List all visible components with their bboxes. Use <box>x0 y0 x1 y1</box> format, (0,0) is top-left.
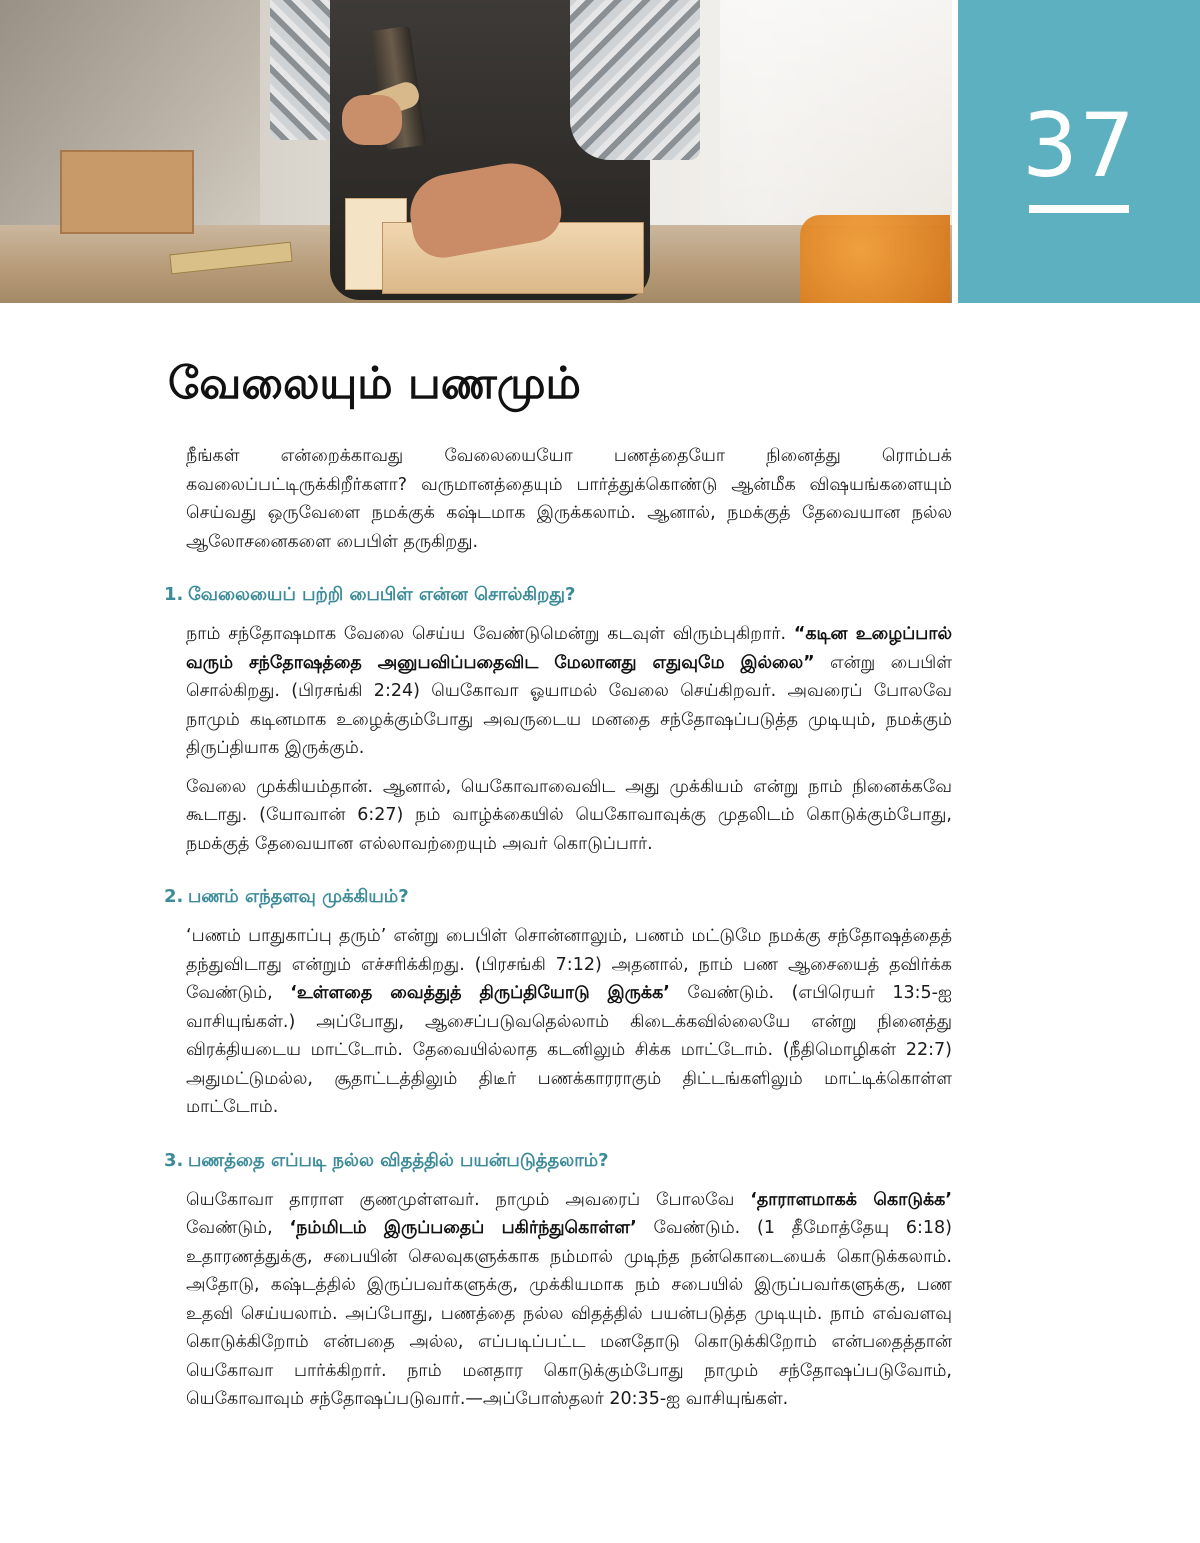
page-title: வேலையும் பணமும் <box>168 358 581 409</box>
section-3-paragraph-1 <box>186 1186 952 1414</box>
quote-text: ‘நம்மிடம் இருப்பதைப் பகிர்ந்துகொள்ள’ <box>289 1218 637 1238</box>
section-question: வேலையைப் பற்றி பைபிள் என்ன சொல்கிறது? <box>188 584 576 605</box>
section-number: 1. <box>164 584 184 605</box>
section-question: பணத்தை எப்படி நல்ல விதத்தில் பயன்படுத்தலாம்? <box>188 1149 609 1171</box>
text-run: என்று பைபிள் சொல்கிறது. (பிரசங்கி 2:24) யெகோவா ஓயாமல் வேலை செய்கிறவர். அவரைப் போலவே நாமும் கடினமாக உழைக்கும்போது அவருடைய மனதை சந்தோஷப்படுத்த முடியும், நமக்கும் திருப்தியாக இருக்கும். <box>186 652 953 758</box>
text-run: நாம் சந்தோஷமாக வேலை செய்ய வேண்டுமென்று கடவுள் விரும்புகிறார். <box>186 624 794 644</box>
text-run: வேண்டும். (எபிரெயர் 13:5-ஐ வாசியுங்கள்.) அப்போது, ஆசைப்படுவதெல்லாம் கிடைக்கவில்லையே என்று நினைத்து விரக்தியடைய மாட்டோம். தேவையில்லாத கடனிலும் சிக்க மாட்டோம். (நீதிமொழிகள் 22:7) அதுமட்டுமல்ல, சூதாட்டத்திலும் திடீர் பணக்காரராகும் திட்டங்களிலும் மாட்டிக்கொள்ள மாட்டோம். <box>186 983 952 1117</box>
quote-text: “கடின உழைப்பால் வரும் சந்தோஷத்தை அனுபவிப்பதைவிட மேலானது எதுவுமே இல்லை” <box>186 624 952 673</box>
intro-paragraph: நீங்கள் என்றைக்காவது வேலையையோ பணத்தையோ நினைத்து ரொம்பக் கவலைப்பட்டிருக்கிறீர்களா? வருமானத்தையும் பார்த்துக்கொண்டு ஆன்மீக விஷயங்களையும் செய்வது ஒருவேளை நமக்குக் கஷ்டமாக இருக்கலாம். ஆனால், நமக்குத் தேவையான நல்ல ஆலோசனைகளை பைபிள் தருகிறது. <box>186 446 952 552</box>
chapter-number: 37 <box>1022 94 1136 197</box>
text-run: வேண்டும், <box>186 1218 290 1238</box>
section-1-paragraph-1 <box>186 620 952 763</box>
section-heading-2 <box>164 884 952 910</box>
section-number: 3. <box>164 1149 184 1171</box>
text-run: வேண்டும். (1 தீமோத்தேயு 6:18) உதாரணத்துக்கு, சபையின் செலவுகளுக்காக நம்மால் முடிந்த நன்கொடையைக் கொடுக்கலாம். அதோடு, கஷ்டத்தில் இருப்பவர்களுக்கு, முக்கியமாக நம் சபையில் இருப்பவர்களுக்கு, பண உதவி செய்யலாம். அப்போது, பணத்தை நல்ல விதத்தில் பயன்படுத்த முடியும். நாம் எவ்வளவு கொடுக்கிறோம் என்பதை அல்ல, எப்படிப்பட்ட மனதோடு கொடுக்கிறோம் என்பதைத்தான் யெகோவா பார்க்கிறார். நாம் மனதார கொடுக்கும்போது நாமும் சந்தோஷப்படுவோம், யெகோவாவும் சந்தோஷப்படுவார்.—அப்போஸ்தலர் 20:35-ஐ வாசியுங்கள். <box>186 1218 952 1409</box>
chapter-number-box <box>958 0 1200 303</box>
chapter-underline <box>1029 205 1129 213</box>
section-heading-1 <box>164 582 952 608</box>
header-photo-carpenter-hammering <box>0 0 952 303</box>
section-question: பணம் எந்தளவு முக்கியம்? <box>188 886 409 907</box>
section-number: 2. <box>164 886 184 907</box>
section-heading-3 <box>164 1148 952 1174</box>
quote-text: ‘தாராளமாகக் கொடுக்க’ <box>750 1189 952 1210</box>
quote-text: ‘உள்ளதை வைத்துத் திருப்தியோடு இருக்க’ <box>290 983 670 1003</box>
section-1-paragraph-2: வேலை முக்கியம்தான். ஆனால், யெகோவாவைவிட அது முக்கியம் என்று நாம் நினைக்கவே கூடாது. (யோவான் 6:27) நம் வாழ்க்கையில் யெகோவாவுக்கு முதலிடம் கொடுக்கும்போது, நமக்குத் தேவையான எல்லாவற்றையும் அவர் கொடுப்பார். <box>186 776 952 854</box>
text-run: யெகோவா தாராள குணமுள்ளவர். நாமும் அவரைப் போலவே <box>186 1189 751 1210</box>
section-2-paragraph-1 <box>186 922 952 1122</box>
text-run: ‘பணம் பாதுகாப்பு தரும்’ என்று பைபிள் சொன்னாலும், பணம் மட்டுமே நமக்கு சந்தோஷத்தைத் தந்துவிடாது என்றும் எச்சரிக்கிறது. (பிரசங்கி 7:12) அதனால், நாம் பண ஆசையைத் தவிர்க்க வேண்டும், <box>186 926 952 1003</box>
lesson-content <box>164 442 953 1424</box>
